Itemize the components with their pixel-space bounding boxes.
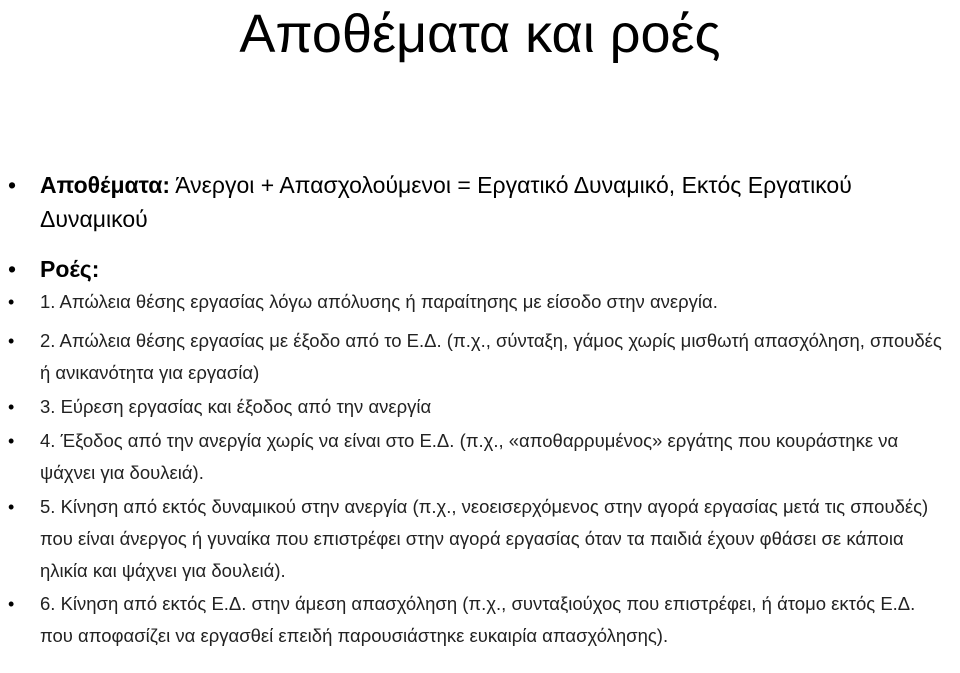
flow-item-3: • 3. Εύρεση εργασίας και έξοδος από την ανεργία <box>40 391 950 423</box>
flow-item-1: • 1. Απώλεια θέσης εργασίας λόγω απόλυσης ή παραίτησης με είσοδο στην ανεργία. <box>40 286 950 318</box>
slide-title: Αποθέματα και ροές <box>239 4 721 64</box>
stocks-label: Αποθέματα: <box>40 172 171 198</box>
flow-item-6: • 6. Κίνηση από εκτός Ε.Δ. στην άμεση απασχόληση (π.χ., συνταξιούχος που επιστρέφει, ή άτομο εκτός Ε.Δ. που αποφασίζει να εργασθεί επειδή παρουσιάστηκε ευκαιρία απασχόλησης). <box>40 588 950 652</box>
flow-item-4: • 4. Έξοδος από την ανεργία χωρίς να είναι στο Ε.Δ. (π.χ., «αποθαρρυμένος» εργάτης που κουράστηκε να ψάχνει για δουλειά). <box>40 425 950 489</box>
bullet-stocks <box>40 168 950 236</box>
flow-item-5: • 5. Κίνηση από εκτός δυναμικού στην ανεργία (π.χ., νεοεισερχόμενος στην αγορά εργασίας μετά τις σπουδές) που είναι άνεργος ή γυναίκα που επιστρέφει στην αγορά εργασίας όταν τα παιδιά έχουν φθάσει σε κάποια ηλικία και ψάχνει για δουλειά). <box>40 491 950 587</box>
flow-item-2: • 2. Απώλεια θέσης εργασίας με έξοδο από το Ε.Δ. (π.χ., σύνταξη, γάμος χωρίς μισθωτή απασχόληση, σπουδές ή ανικανότητα για εργασία) <box>40 325 950 389</box>
stocks-text: Άνεργοι + Απασχολούμενοι = Εργατικό Δυναμικό, Εκτός Εργατικού Δυναμικού <box>40 172 852 232</box>
flows-label: Ροές: <box>40 256 100 282</box>
bullet-flows <box>40 252 950 286</box>
